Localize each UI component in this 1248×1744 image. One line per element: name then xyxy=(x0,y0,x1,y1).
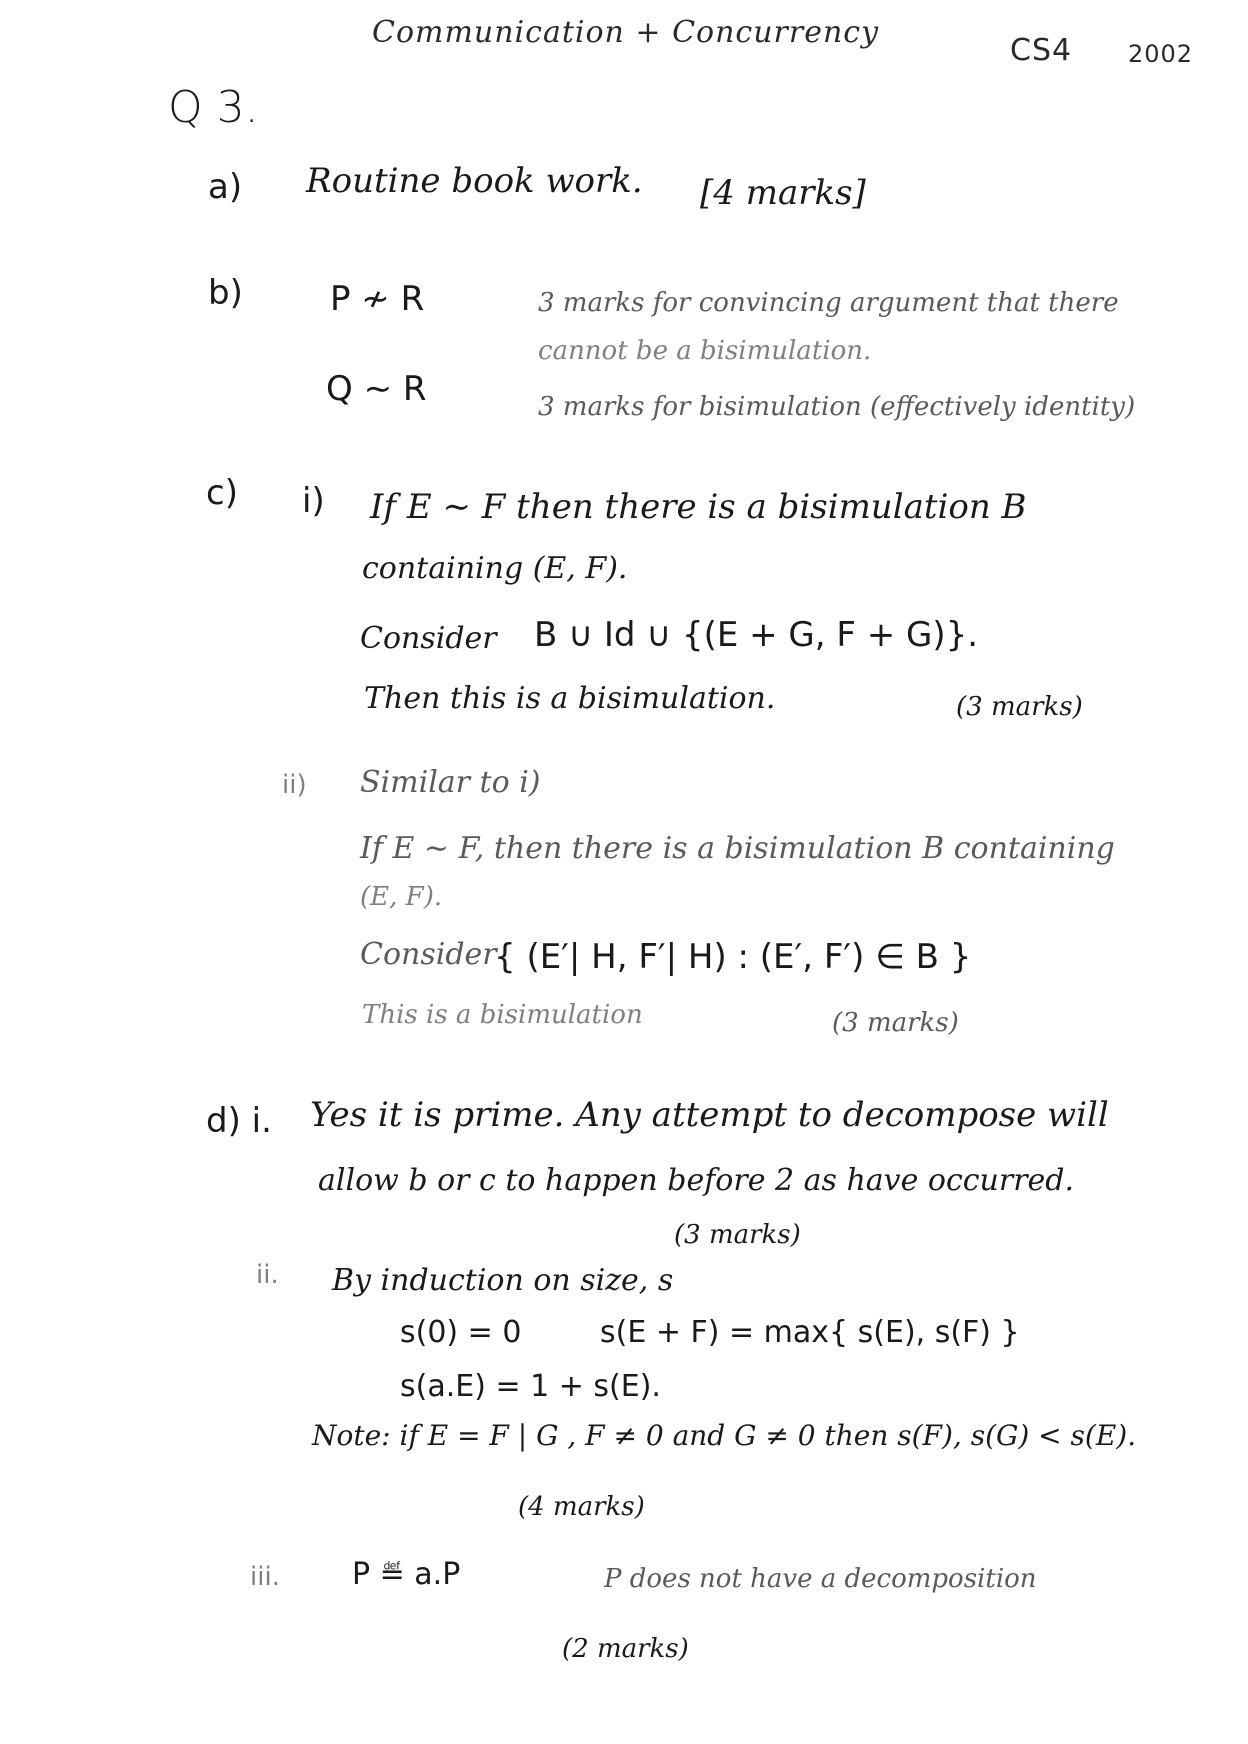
part-c-i-label: i) xyxy=(302,481,325,521)
part-d-i-line-2: allow b or c to happen before 2 as have occurred. xyxy=(318,1163,1075,1198)
part-d-iii-definition: P ≝ a.P xyxy=(352,1557,461,1592)
part-d-ii-label: ii. xyxy=(256,1260,279,1290)
part-c-ii-line-5: This is a bisimulation xyxy=(362,1000,643,1030)
part-d-ii-size-zero: s(0) = 0 xyxy=(400,1315,522,1350)
part-a-text: Routine book work. xyxy=(306,161,643,201)
part-c-ii-line-1: Similar to i) xyxy=(360,765,541,800)
part-d-iii-note: P does not have a decomposition xyxy=(604,1564,1037,1594)
part-d-i-line-1: Yes it is prime. Any attempt to decompose will xyxy=(310,1095,1109,1135)
part-c-i-relation: B ∪ Id ∪ {(E + G, F + G)}. xyxy=(534,615,979,655)
part-c-label: c) xyxy=(206,473,238,513)
part-c-ii-relation: { (E′| H, F′| H) : (E′, F′) ∈ B } xyxy=(494,937,972,977)
part-c-ii-line-3: (E, F). xyxy=(360,882,443,912)
part-b-expr-1: P ≁ R xyxy=(330,279,425,319)
part-c-ii-line-2: If E ∼ F, then there is a bisimulation B containing xyxy=(360,831,1115,866)
part-d-iii-marks: (2 marks) xyxy=(562,1634,689,1664)
part-d-iii-label: iii. xyxy=(250,1562,280,1592)
part-d-ii-line-1: By induction on size, s xyxy=(332,1263,674,1298)
part-b-note-2: 3 marks for bisimulation (effectively identity) xyxy=(538,392,1136,422)
part-c-ii-label: ii) xyxy=(282,770,307,800)
part-c-i-marks: (3 marks) xyxy=(956,692,1083,722)
part-c-i-line-4: Then this is a bisimulation. xyxy=(364,681,776,716)
part-b-expr-2: Q ∼ R xyxy=(326,369,427,409)
part-c-ii-consider: Consider xyxy=(360,937,497,972)
part-d-ii-note: Note: if E = F | G , F ≠ 0 and G ≠ 0 then s(F), s(G) < s(E). xyxy=(312,1419,1137,1452)
part-c-ii-marks: (3 marks) xyxy=(832,1008,959,1038)
course-code: CS4 xyxy=(1010,33,1073,68)
part-c-i-line-2: containing (E, F). xyxy=(362,551,628,586)
part-c-i-consider: Consider xyxy=(360,621,497,656)
part-b-note-1b: cannot be a bisimulation. xyxy=(538,336,872,366)
course-title: Communication + Concurrency xyxy=(372,15,880,50)
part-a-marks: [4 marks] xyxy=(700,173,866,213)
part-c-i-line-1: If E ∼ F then there is a bisimulation B xyxy=(370,487,1027,527)
question-number: Q 3. xyxy=(168,82,259,133)
course-year: 2002 xyxy=(1128,40,1194,68)
part-d-label: d) i. xyxy=(206,1101,272,1141)
part-b-note-1a: 3 marks for convincing argument that there xyxy=(538,288,1119,318)
part-d-ii-marks: (4 marks) xyxy=(518,1492,645,1522)
part-b-label: b) xyxy=(208,273,243,313)
part-d-ii-size-prefix: s(a.E) = 1 + s(E). xyxy=(400,1369,661,1404)
part-d-ii-size-sum: s(E + F) = max{ s(E), s(F) } xyxy=(600,1315,1020,1350)
part-a-label: a) xyxy=(208,167,243,207)
part-d-i-marks: (3 marks) xyxy=(674,1220,801,1250)
